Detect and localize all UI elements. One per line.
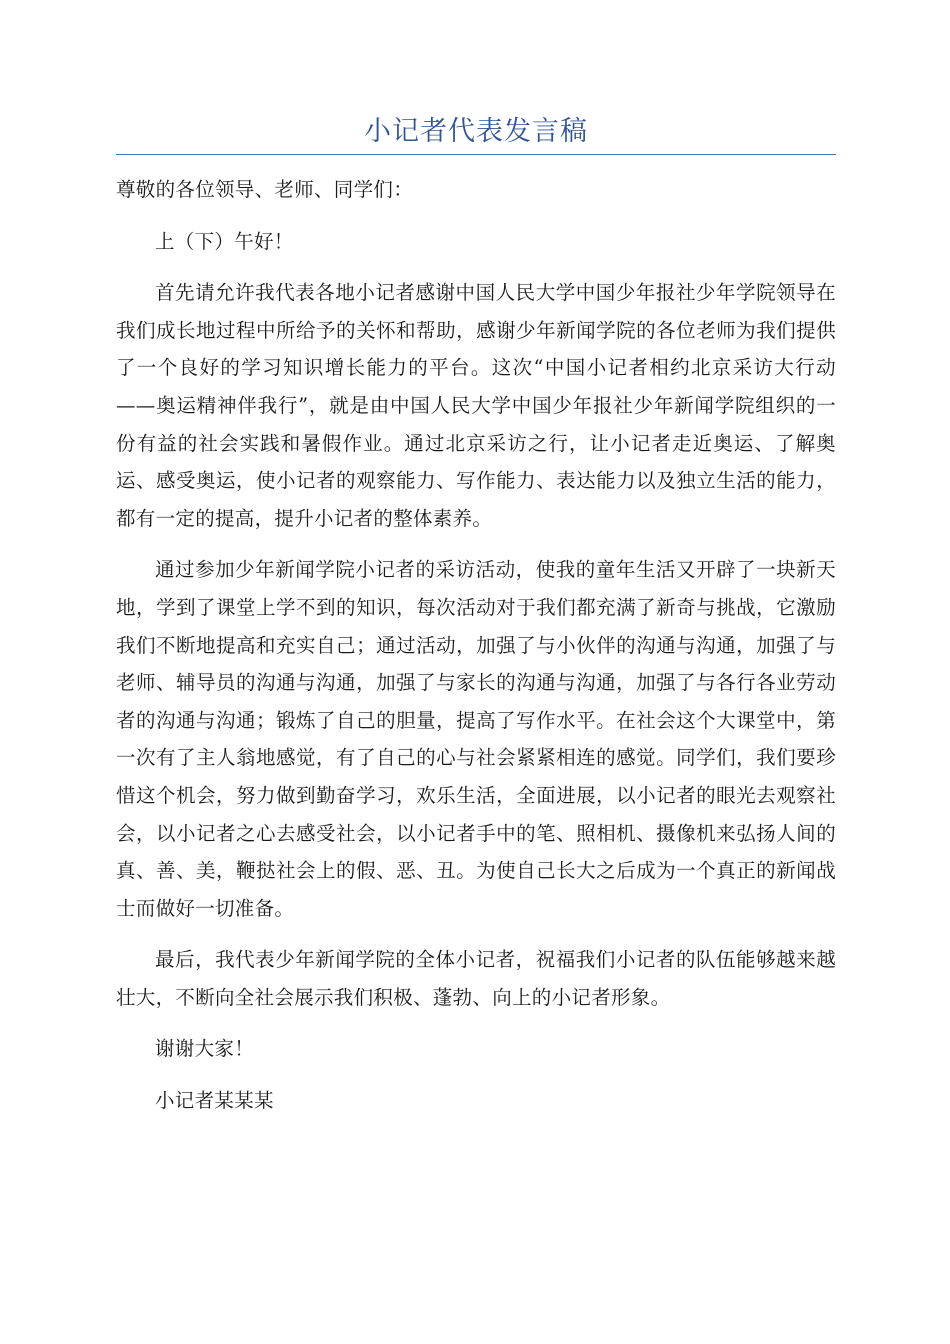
salutation: 尊敬的各位领导、老师、同学们：: [116, 178, 414, 201]
title-underline: [116, 154, 836, 155]
greeting: 上（下）午好！: [155, 229, 294, 253]
signature: 小记者某某某: [155, 1089, 274, 1113]
closing: 谢谢大家！: [155, 1037, 255, 1061]
document-title: 小记者代表发言稿: [364, 116, 588, 147]
paragraph-1: 首先请允许我代表各地小记者感谢中国人民大学中国少年报社少年学院领导在我们成长地过程中所给予的关怀和帮助，感谢少年新闻学院的各位老师为我们提供了一个良好的学习知识增长能力的平台。这次“中国小记者相约北京采访大行动——奥运精神伴我行”，就是由中国人民大学中国少年报社少年新闻学院组织的一份有益的社会实践和暑假作业。通过北京采访之行，让小记者走近奥运、了解奥运、感受奥运，使小记者的观察能力、写作能力、表达能力以及独立生活的能力，都有一定的提高，提升小记者的整体素养。: [116, 281, 836, 530]
document-page: [116, 110, 836, 1120]
paragraph-3: 最后，我代表少年新闻学院的全体小记者，祝福我们小记者的队伍能够越来越壮大，不断向全社会展示我们积极、蓬勃、向上的小记者形象。: [116, 948, 836, 1009]
paragraph-2: 通过参加少年新闻学院小记者的采访活动，使我的童年生活又开辟了一块新天地，学到了课堂上学不到的知识，每次活动对于我们都充满了新奇与挑战，它激励我们不断地提高和充实自己；通过活动，加强了与小伙伴的沟通与沟通，加强了与老师、辅导员的沟通与沟通，加强了与家长的沟通与沟通，加强了与各行各业劳动者的沟通与沟通；锻炼了自己的胆量，提高了写作水平。在社会这个大课堂中，第一次有了主人翁地感觉，有了自己的心与社会紧紧相连的感觉。同学们，我们要珍惜这个机会，努力做到勤奋学习，欢乐生活，全面进展，以小记者的眼光去观察社会，以小记者之心去感受社会，以小记者手中的笔、照相机、摄像机来弘扬人间的真、善、美，鞭挞社会上的假、恶、丑。为使自己长大之后成为一个真正的新闻战士而做好一切准备。: [116, 558, 836, 920]
